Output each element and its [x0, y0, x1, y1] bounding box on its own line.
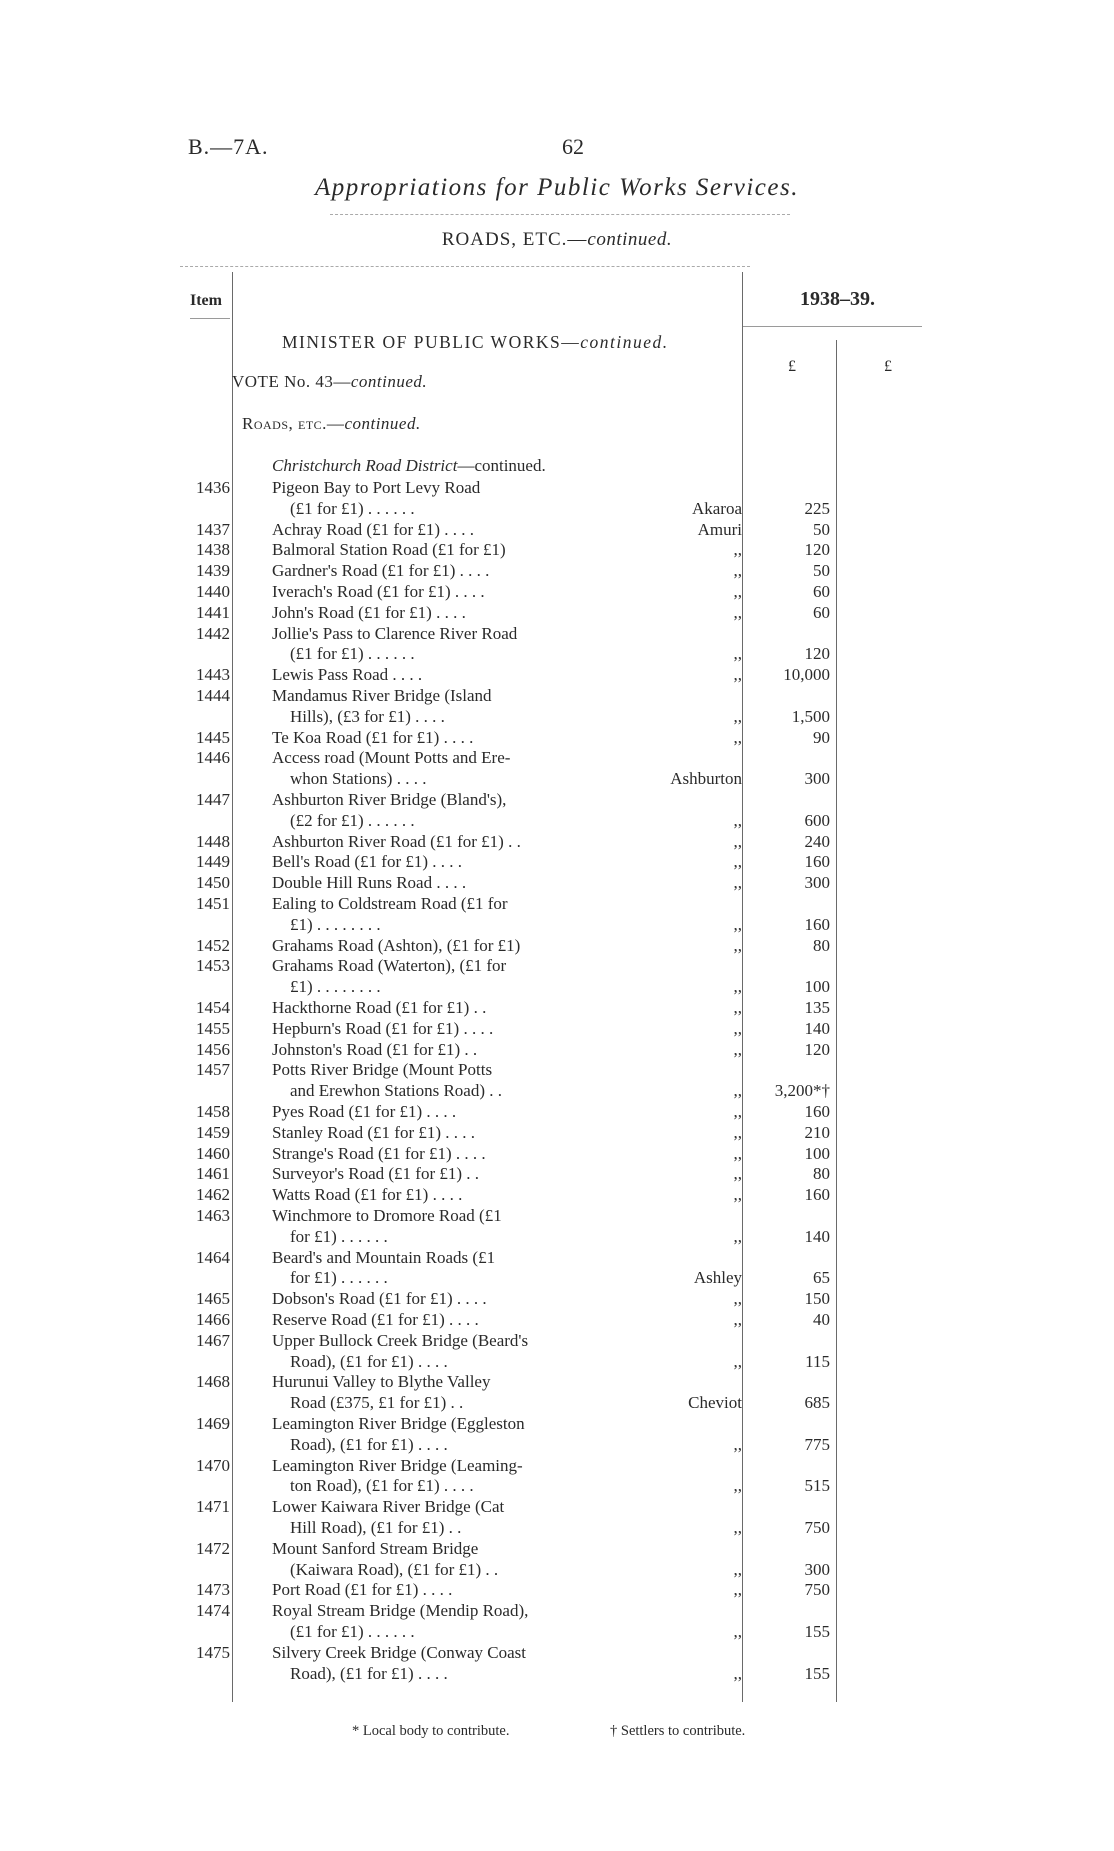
item-number: 1473: [196, 1580, 230, 1600]
road-district: ,,: [733, 852, 742, 872]
description-line: John's Road (£1 for £1) . . . .: [272, 602, 466, 622]
road-district: ,,: [733, 831, 742, 851]
item-number: 1469: [196, 1414, 230, 1433]
amount: 600: [804, 810, 830, 830]
description-line: Strange's Road (£1 for £1) . . . .: [272, 1143, 486, 1163]
amount: 155: [804, 1621, 830, 1641]
item-number: 1456: [196, 1039, 230, 1059]
amount: 135: [804, 998, 830, 1017]
road-district: ,,: [733, 1310, 742, 1329]
amount: 300: [804, 769, 830, 789]
description-line: Pigeon Bay to Port Levy Road: [272, 478, 481, 497]
description-line: £1) . . . . . . . .: [290, 977, 381, 997]
amount: 240: [804, 831, 830, 851]
footnote-settlers: † Settlers to contribute.: [610, 1723, 746, 1739]
item-description: [272, 1102, 572, 1123]
amount: 515: [804, 1476, 830, 1496]
road-district: ,,: [733, 1351, 742, 1371]
item-description: [272, 665, 572, 686]
description-line: Leamington River Bridge (Eggleston: [272, 1414, 525, 1433]
description-line: Pyes Road (£1 for £1) . . . .: [272, 1102, 457, 1121]
page-number: 62: [562, 134, 584, 159]
road-district: ,,: [733, 977, 742, 997]
description-line: (£1 for £1) . . . . . .: [290, 498, 415, 518]
description-line: Ashburton River Bridge (Bland's),: [272, 790, 507, 809]
road-district: ,,: [733, 1018, 742, 1038]
description-line: Road), (£1 for £1) . . . .: [290, 1351, 448, 1371]
description-line: Surveyor's Road (£1 for £1) . .: [272, 1164, 480, 1184]
item-number: 1445: [196, 727, 230, 747]
amount: 10,000: [783, 665, 830, 685]
amount: 3,200*†: [774, 1081, 830, 1101]
road-district: Amuri: [697, 519, 742, 539]
item-description: [272, 1289, 572, 1310]
item-number: 1453: [196, 956, 230, 976]
road-district: ,,: [733, 1289, 742, 1309]
item-description: [272, 1539, 572, 1581]
item-number: 1474: [196, 1601, 230, 1621]
road-district: ,,: [733, 1434, 742, 1454]
pound-unit-label-total: £: [884, 358, 892, 375]
description-line: Leamington River Bridge (Leaming-: [272, 1455, 523, 1475]
road-district: ,,: [733, 1580, 742, 1600]
amount: 140: [804, 1226, 830, 1246]
item-number: 1470: [196, 1455, 230, 1475]
road-district: ,,: [733, 644, 742, 664]
road-district: ,,: [733, 1185, 742, 1205]
item-description: [272, 1019, 572, 1040]
amount: 225: [804, 498, 830, 518]
subtitle-continued: continued.: [587, 229, 673, 250]
item-description: [272, 790, 572, 832]
item-description: [272, 1456, 572, 1498]
item-description: [272, 520, 572, 541]
description-line: Potts River Bridge (Mount Potts: [272, 1060, 493, 1080]
description-line: for £1) . . . . . .: [290, 1268, 388, 1288]
item-description: [272, 582, 572, 603]
item-description: [272, 748, 572, 790]
road-district: Ashley: [693, 1268, 742, 1288]
road-district: ,,: [733, 935, 742, 955]
road-district: ,,: [733, 1102, 742, 1121]
item-description: [272, 603, 572, 624]
amount: 120: [804, 540, 830, 560]
road-district: ,,: [733, 561, 742, 581]
amount: 160: [804, 1102, 830, 1121]
amount: 300: [804, 873, 830, 893]
item-number: 1454: [196, 998, 230, 1017]
amount: 140: [804, 1018, 830, 1038]
amount: 100: [804, 1143, 830, 1163]
item-description: [272, 1164, 572, 1185]
description-line: Beard's and Mountain Roads (£1: [272, 1247, 496, 1267]
description-line: Hurunui Valley to Blythe Valley: [272, 1372, 491, 1392]
item-number: 1438: [196, 540, 230, 560]
description-line: £1) . . . . . . . .: [290, 914, 381, 934]
description-line: Upper Bullock Creek Bridge (Beard's: [272, 1330, 529, 1350]
item-number: 1444: [196, 686, 230, 705]
item-description: [272, 998, 572, 1019]
document-reference: B.—7A.: [188, 134, 269, 159]
description-line: Lower Kaiwara River Bridge (Cat: [272, 1497, 505, 1517]
amount: 90: [813, 727, 830, 747]
year-column-header: 1938–39.: [800, 288, 875, 310]
amount: 115: [805, 1351, 830, 1371]
item-number: 1448: [196, 831, 230, 851]
amount: 155: [804, 1663, 830, 1683]
description-line: Hepburn's Road (£1 for £1) . . . .: [272, 1018, 494, 1038]
item-description: [272, 1310, 572, 1331]
item-description: [272, 540, 572, 561]
item-description: [272, 1060, 572, 1102]
road-district: ,,: [733, 582, 742, 601]
item-number: 1466: [196, 1310, 230, 1329]
road-district: ,,: [733, 914, 742, 934]
item-number: 1464: [196, 1247, 230, 1267]
item-description: [272, 1497, 572, 1539]
amount: 685: [804, 1393, 830, 1413]
description-line: Road (£375, £1 for £1) . .: [290, 1393, 464, 1413]
amount: 160: [804, 914, 830, 934]
road-district: ,,: [733, 1517, 742, 1537]
road-district: ,,: [733, 727, 742, 747]
description-line: Te Koa Road (£1 for £1) . . . .: [272, 727, 474, 747]
description-line: Mount Sanford Stream Bridge: [272, 1538, 479, 1558]
description-line: (£2 for £1) . . . . . .: [290, 810, 415, 830]
amount: 50: [813, 519, 830, 539]
amount: 120: [804, 1039, 830, 1059]
road-district: ,,: [733, 810, 742, 830]
item-number: 1460: [196, 1143, 230, 1163]
item-description: [272, 956, 572, 998]
amount: 60: [813, 602, 830, 622]
item-number: 1451: [196, 894, 230, 913]
description-line: Royal Stream Bridge (Mendip Road),: [272, 1601, 529, 1621]
description-line: (£1 for £1) . . . . . .: [290, 644, 415, 664]
pound-unit-label: £: [788, 358, 796, 375]
item-number: 1459: [196, 1122, 230, 1142]
description-line: for £1) . . . . . .: [290, 1226, 388, 1246]
roads-subheading-continued: continued.: [344, 414, 421, 433]
amount: 100: [804, 977, 830, 997]
item-number: 1465: [196, 1289, 230, 1309]
item-description: [272, 1123, 572, 1144]
road-district: Ashburton: [670, 769, 742, 789]
description-line: (£1 for £1) . . . . . .: [290, 1621, 415, 1641]
road-district: Akaroa: [691, 498, 742, 518]
description-line: (Kaiwara Road), (£1 for £1) . .: [290, 1559, 499, 1579]
description-line: Road), (£1 for £1) . . . .: [290, 1434, 448, 1454]
item-description: [272, 1144, 572, 1165]
item-description: [272, 894, 572, 936]
road-district: ,,: [733, 1559, 742, 1579]
item-description: [272, 1040, 572, 1061]
description-line: Stanley Road (£1 for £1) . . . .: [272, 1122, 476, 1142]
amount: 750: [804, 1517, 830, 1537]
amount: 60: [813, 582, 830, 601]
item-description: [272, 1643, 572, 1685]
item-description: [272, 624, 572, 666]
description-line: Double Hill Runs Road . . . .: [272, 873, 467, 893]
item-description: [272, 561, 572, 582]
item-description: [272, 478, 572, 520]
road-district: ,,: [733, 1164, 742, 1184]
item-description: [272, 1248, 572, 1290]
description-line: Winchmore to Dromore Road (£1: [272, 1206, 502, 1225]
item-description: [272, 936, 572, 957]
road-district: ,,: [733, 873, 742, 893]
item-number: 1436: [196, 478, 230, 497]
description-line: Grahams Road (Waterton), (£1 for: [272, 956, 507, 976]
road-district: ,,: [733, 998, 742, 1017]
amount: 750: [804, 1580, 830, 1600]
amount: 210: [804, 1122, 830, 1142]
description-line: Watts Road (£1 for £1) . . . .: [272, 1185, 463, 1205]
description-line: Lewis Pass Road . . . .: [272, 665, 423, 685]
item-number: 1450: [196, 873, 230, 893]
item-number: 1463: [196, 1206, 230, 1225]
road-district: ,,: [733, 1039, 742, 1059]
item-number: 1443: [196, 665, 230, 685]
road-district: ,,: [733, 1663, 742, 1683]
description-line: Iverach's Road (£1 for £1) . . . .: [272, 582, 485, 601]
item-number: 1449: [196, 852, 230, 872]
district-heading-main: Christchurch Road District: [272, 456, 458, 475]
description-line: Balmoral Station Road (£1 for £1): [272, 540, 506, 560]
item-number: 1467: [196, 1330, 230, 1350]
item-number: 1472: [196, 1538, 230, 1558]
description-line: Ashburton River Road (£1 for £1) . .: [272, 831, 521, 851]
description-line: Mandamus River Bridge (Island: [272, 686, 492, 705]
road-district: Cheviot: [688, 1393, 742, 1413]
item-number: 1457: [196, 1060, 230, 1080]
item-number: 1455: [196, 1018, 230, 1038]
description-line: ton Road), (£1 for £1) . . . .: [290, 1476, 474, 1496]
district-heading-continued: —continued.: [457, 456, 546, 475]
vote-heading-main: VOTE No. 43—: [232, 372, 351, 391]
amount: 775: [804, 1434, 830, 1454]
item-description: [272, 728, 572, 749]
footnote-local-body: * Local body to contribute.: [352, 1723, 510, 1739]
amount: 50: [813, 561, 830, 581]
subtitle-main: ROADS, ETC.—: [441, 229, 588, 250]
item-description: [272, 1414, 572, 1456]
amount: 65: [813, 1268, 830, 1288]
item-description: [272, 1580, 572, 1601]
item-description: [272, 1331, 572, 1373]
description-line: Gardner's Road (£1 for £1) . . . .: [272, 561, 490, 581]
description-line: Dobson's Road (£1 for £1) . . . .: [272, 1289, 487, 1309]
description-line: Reserve Road (£1 for £1) . . . .: [272, 1310, 479, 1329]
description-line: Jollie's Pass to Clarence River Road: [272, 623, 518, 643]
amount: 40: [813, 1310, 830, 1329]
description-line: Ealing to Coldstream Road (£1 for: [272, 894, 508, 913]
amount: 80: [813, 935, 830, 955]
amount: 150: [804, 1289, 830, 1309]
item-number: 1462: [196, 1185, 230, 1205]
description-line: Hackthorne Road (£1 for £1) . .: [272, 998, 487, 1017]
item-number: 1437: [196, 519, 230, 539]
road-district: ,,: [733, 1122, 742, 1142]
amount: 300: [804, 1559, 830, 1579]
item-description: [272, 1601, 572, 1643]
item-description: [272, 1372, 572, 1414]
item-description: [272, 832, 572, 853]
minister-heading-continued: continued.: [580, 332, 669, 352]
item-number: 1441: [196, 602, 230, 622]
amount: 80: [813, 1164, 830, 1184]
item-description: [272, 852, 572, 873]
description-line: Bell's Road (£1 for £1) . . . .: [272, 852, 463, 872]
description-line: Hills), (£3 for £1) . . . .: [290, 706, 445, 726]
road-district: ,,: [733, 665, 742, 685]
item-number: 1439: [196, 561, 230, 581]
road-district: ,,: [733, 602, 742, 622]
amount: 160: [804, 852, 830, 872]
item-description: [272, 686, 572, 728]
description-line: Hill Road), (£1 for £1) . .: [290, 1517, 462, 1537]
description-line: Road), (£1 for £1) . . . .: [290, 1663, 448, 1683]
description-line: and Erewhon Stations Road) . .: [290, 1081, 502, 1101]
description-line: Silvery Creek Bridge (Conway Coast: [272, 1642, 527, 1662]
road-district: ,,: [733, 540, 742, 560]
road-district: ,,: [733, 1621, 742, 1641]
road-district: ,,: [733, 1143, 742, 1163]
item-number: 1468: [196, 1372, 230, 1392]
road-district: ,,: [733, 706, 742, 726]
item-number: 1446: [196, 748, 230, 768]
item-number: 1461: [196, 1164, 230, 1184]
road-district: ,,: [733, 1226, 742, 1246]
item-number: 1442: [196, 623, 230, 643]
item-description: [272, 1185, 572, 1206]
description-line: Port Road (£1 for £1) . . . .: [272, 1580, 453, 1600]
amount: 160: [804, 1185, 830, 1205]
item-column-header: Item: [190, 292, 222, 309]
road-district: ,,: [733, 1081, 742, 1101]
description-line: whon Stations) . . . .: [290, 769, 427, 789]
item-number: 1458: [196, 1102, 230, 1121]
roads-subheading-main: Roads, etc.—: [242, 414, 345, 433]
item-number: 1471: [196, 1497, 230, 1517]
item-description: [272, 1206, 572, 1248]
item-number: 1452: [196, 935, 230, 955]
description-line: Access road (Mount Potts and Ere-: [272, 748, 511, 768]
road-district: ,,: [733, 1476, 742, 1496]
minister-heading-main: MINISTER OF PUBLIC WORKS—: [282, 332, 581, 352]
vote-heading-continued: continued.: [350, 372, 428, 391]
description-line: Grahams Road (Ashton), (£1 for £1): [272, 935, 521, 955]
item-description: [272, 873, 572, 894]
item-number: 1447: [196, 790, 230, 809]
item-number: 1440: [196, 582, 230, 601]
description-line: Johnston's Road (£1 for £1) . .: [272, 1039, 478, 1059]
page-title: Appropriations for Public Works Services.: [315, 174, 799, 201]
description-line: Achray Road (£1 for £1) . . . .: [272, 519, 475, 539]
amount: 120: [804, 644, 830, 664]
amount: 1,500: [791, 706, 830, 726]
item-number: 1475: [196, 1642, 230, 1662]
